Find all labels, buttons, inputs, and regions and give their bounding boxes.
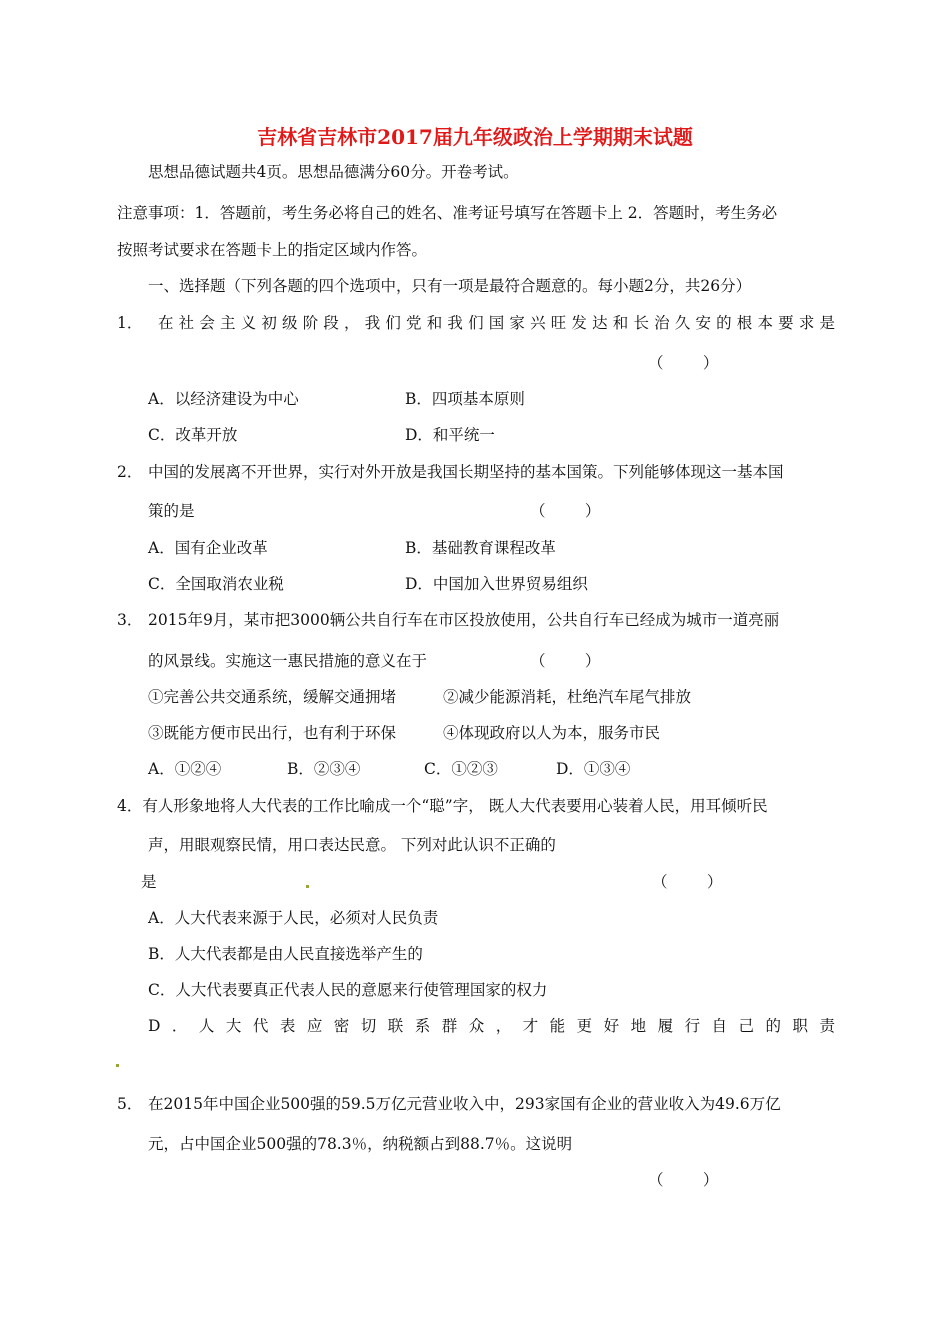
q5-answer-blank: （ ） (648, 1171, 719, 1189)
q3-stem-line-2: 的风景线。实施这一惠民措施的意义在于 (148, 652, 428, 670)
q3-option-d: D．①③④ (556, 760, 631, 778)
q2-option-b: B．基础教育课程改革 (405, 539, 556, 557)
q3-statement-4: ④体现政府以人为本，服务市民 (443, 724, 661, 742)
q3-statement-1: ①完善公共交通系统，缓解交通拥堵 (148, 688, 397, 706)
q3-number: 3． (117, 611, 143, 629)
q3-statement-2: ②减少能源消耗，杜绝汽车尾气排放 (443, 688, 692, 706)
q2-stem-line-1: 中国的发展离不开世界，实行对外开放是我国长期坚持的基本国策。下列能够体现这一基本国 (148, 463, 784, 481)
q2-number: 2． (117, 463, 143, 481)
q5-stem-line-2: 元，占中国企业500强的78.3％，纳税额占到88.7％。这说明 (148, 1135, 573, 1153)
q3-statement-3: ③既能方便市民出行，也有利于环保 (148, 724, 397, 742)
q1-answer-blank: （ ） (648, 354, 719, 372)
q4-option-b: B．人大代表都是由人民直接选举产生的 (148, 945, 423, 963)
q1-option-a: A．以经济建设为中心 (148, 390, 299, 408)
q5-stem-line-1: 在2015年中国企业500强的59.5万亿元营业收入中，293家国有企业的营业收入为49.6万亿 (148, 1095, 781, 1113)
q3-option-c: C．①②③ (424, 760, 498, 778)
notice-line-2: 按照考试要求在答题卡上的指定区域内作答。 (117, 241, 428, 259)
q4-stem-line-2: 声，用眼观察民情，用口表达民意。 下列对此认识不正确的 (148, 836, 556, 854)
intro-text: 思想品德试题共4页。思想品德满分60分。开卷考试。 (148, 163, 519, 181)
q3-option-b: B．②③④ (287, 760, 361, 778)
q1-option-c: C．改革开放 (148, 426, 238, 444)
q1-option-d: D．和平统一 (405, 426, 495, 444)
q3-answer-blank: （ ） (530, 652, 601, 670)
q4-option-c: C．人大代表要真正代表人民的意愿来行使管理国家的权力 (148, 981, 548, 999)
q2-option-a: A．国有企业改革 (148, 539, 268, 557)
section-heading: 一、选择题（下列各题的四个选项中，只有一项是最符合题意的。每小题2分，共26分） (148, 277, 752, 295)
q3-option-a: A．①②④ (148, 760, 222, 778)
page-title: 吉林省吉林市2017届九年级政治上学期期末试题 (257, 125, 693, 149)
q4-answer-blank: （ ） (652, 873, 723, 891)
stray-mark (306, 885, 309, 888)
q2-option-d: D．中国加入世界贸易组织 (405, 575, 588, 593)
notice-line-1: 注意事项：1．答题前，考生务必将自己的姓名、准考证号填写在答题卡上 2．答题时，考生务必 (117, 204, 778, 222)
q4-option-d: D．人大代表应密切联系群众，才能更好地履行自己的职责 (148, 1017, 835, 1035)
q1-option-b: B．四项基本原则 (405, 390, 525, 408)
q4-stem-line-3: 是 (141, 873, 157, 891)
q5-number: 5． (117, 1095, 143, 1113)
q2-answer-blank: （ ） (530, 502, 601, 520)
q2-option-c: C．全国取消农业税 (148, 575, 284, 593)
q3-stem-line-1: 2015年9月，某市把3000辆公共自行车在市区投放使用，公共自行车已经成为城市一道亮丽 (148, 611, 780, 629)
stray-mark (116, 1064, 119, 1067)
q4-option-a: A．人大代表来源于人民，必须对人民负责 (148, 909, 439, 927)
q1-stem: 在社会主义初级阶段，我们党和我们国家兴旺发达和长治久安的根本要求是 (158, 314, 835, 332)
q4-stem-line-1: 4．有人形象地将人大代表的工作比喻成一个“聪”字， 既人大代表要用心装着人民，用耳倾听民 (117, 797, 768, 815)
q1-number: 1． (117, 314, 143, 332)
q2-stem-line-2: 策的是 (148, 502, 195, 520)
